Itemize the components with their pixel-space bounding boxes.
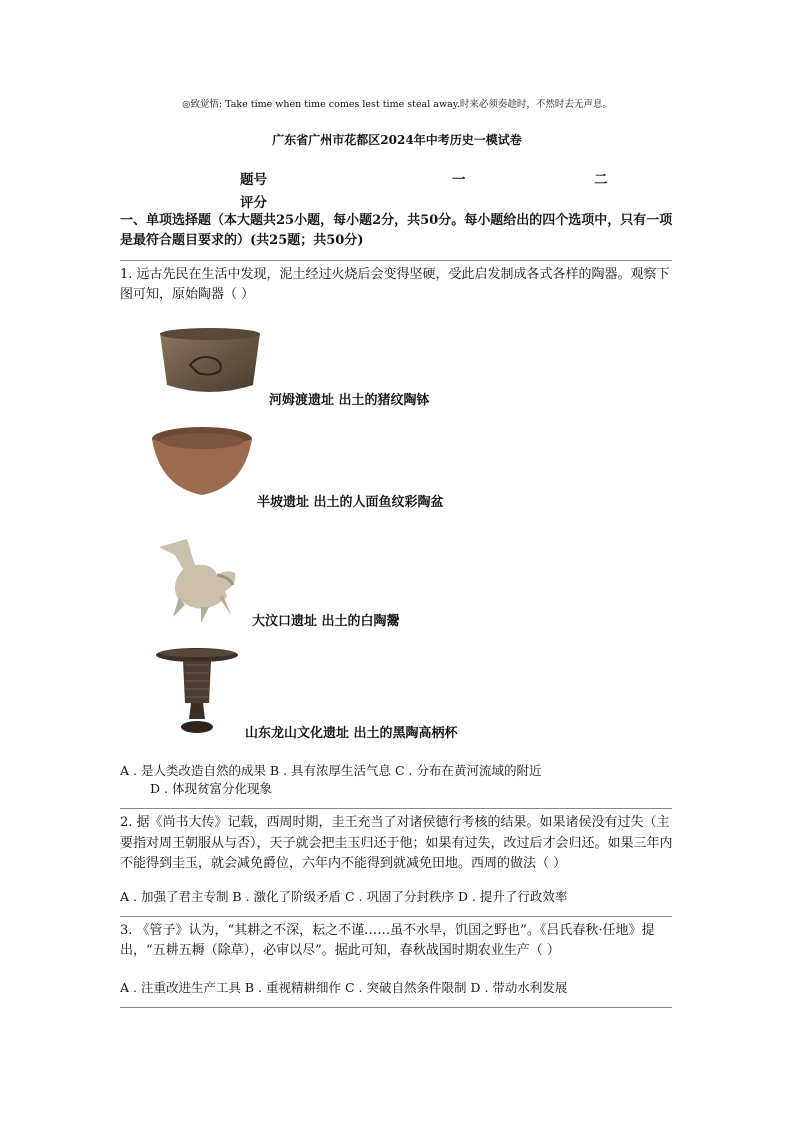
divider bbox=[120, 1007, 672, 1008]
figure-4-caption: 山东龙山文化遗址 出土的黑陶高柄杯 bbox=[245, 726, 458, 741]
score-table-label-no: 题号 bbox=[240, 172, 267, 188]
section-heading: 一、单项选择题（本大题共25小题，每小题2分，共50分。每小题给出的四个选项中，只有一项是最符合题目要求的）(共25题；共50分) bbox=[120, 213, 673, 248]
question-1-stem: 1. 远古先民在生活中发现，泥土经过火烧后会变得坚硬，受此启发制成各式各样的陶器。观察下图可知，原始陶器（ ） bbox=[120, 267, 670, 302]
figure-1-caption: 河姆渡遗址 出土的猪纹陶钵 bbox=[269, 393, 430, 408]
divider bbox=[120, 260, 672, 261]
divider bbox=[120, 808, 672, 809]
black-pottery-stem-cup-image bbox=[155, 645, 240, 735]
question-3-options: A . 注重改进生产工具 B . 重视精耕细作 C . 突破自然条件限制 D . 带动水利发展 bbox=[120, 980, 568, 995]
question-3-stem: 3. 《管子》认为，“其耕之不深，耘之不谨……虽不水旱，饥国之野也”。《吕氏春秋·任地》提出，“五耕五耨（除草），必审以尽”。据此可知，春秋战国时期农业生产（ ） bbox=[120, 923, 655, 958]
question-2-stem: 2. 据《尚书大传》记载，西周时期，圭王充当了对诸侯德行考核的结果。如果诸侯没有过失（主要指对周王朝服从与否），天子就会把圭玉归还于他；如果有过失，改过后才会归还。如果三年内不能得到圭玉，就会减免爵位，六年内不能得到就减免田地。西周的做法（ ） bbox=[120, 815, 673, 871]
score-table-col-1: 一 bbox=[452, 172, 466, 188]
score-table-col-2: 二 bbox=[594, 172, 608, 188]
page-title: 广东省广州市花都区2024年中考历史一模试卷 bbox=[272, 133, 522, 147]
painted-pottery-basin-image bbox=[150, 425, 255, 500]
question-1-options-line-1: A . 是人类改造自然的成果 B . 具有浓厚生活气息 C . 分布在黄河流域的附近 bbox=[120, 763, 542, 778]
white-pottery-gui-image bbox=[157, 535, 242, 625]
score-table-label-score: 评分 bbox=[240, 195, 267, 211]
question-2-options: A . 加强了君主专制 B . 激化了阶级矛盾 C . 巩固了分封秩序 D . 提升了行政效率 bbox=[120, 889, 568, 904]
figure-2-caption: 半坡遗址 出土的人面鱼纹彩陶盆 bbox=[257, 495, 444, 510]
question-1-options-line-2: D . 体现贫富分化现象 bbox=[150, 781, 272, 796]
divider bbox=[120, 916, 672, 917]
pig-pattern-bowl-image bbox=[155, 325, 265, 400]
figure-3-caption: 大汶口遗址 出土的白陶鬶 bbox=[252, 614, 400, 629]
motto-line: ◎致觉悟: Take time when time comes lest time steal away.时来必须奏趁时，不然时去无声息。 bbox=[182, 99, 612, 110]
